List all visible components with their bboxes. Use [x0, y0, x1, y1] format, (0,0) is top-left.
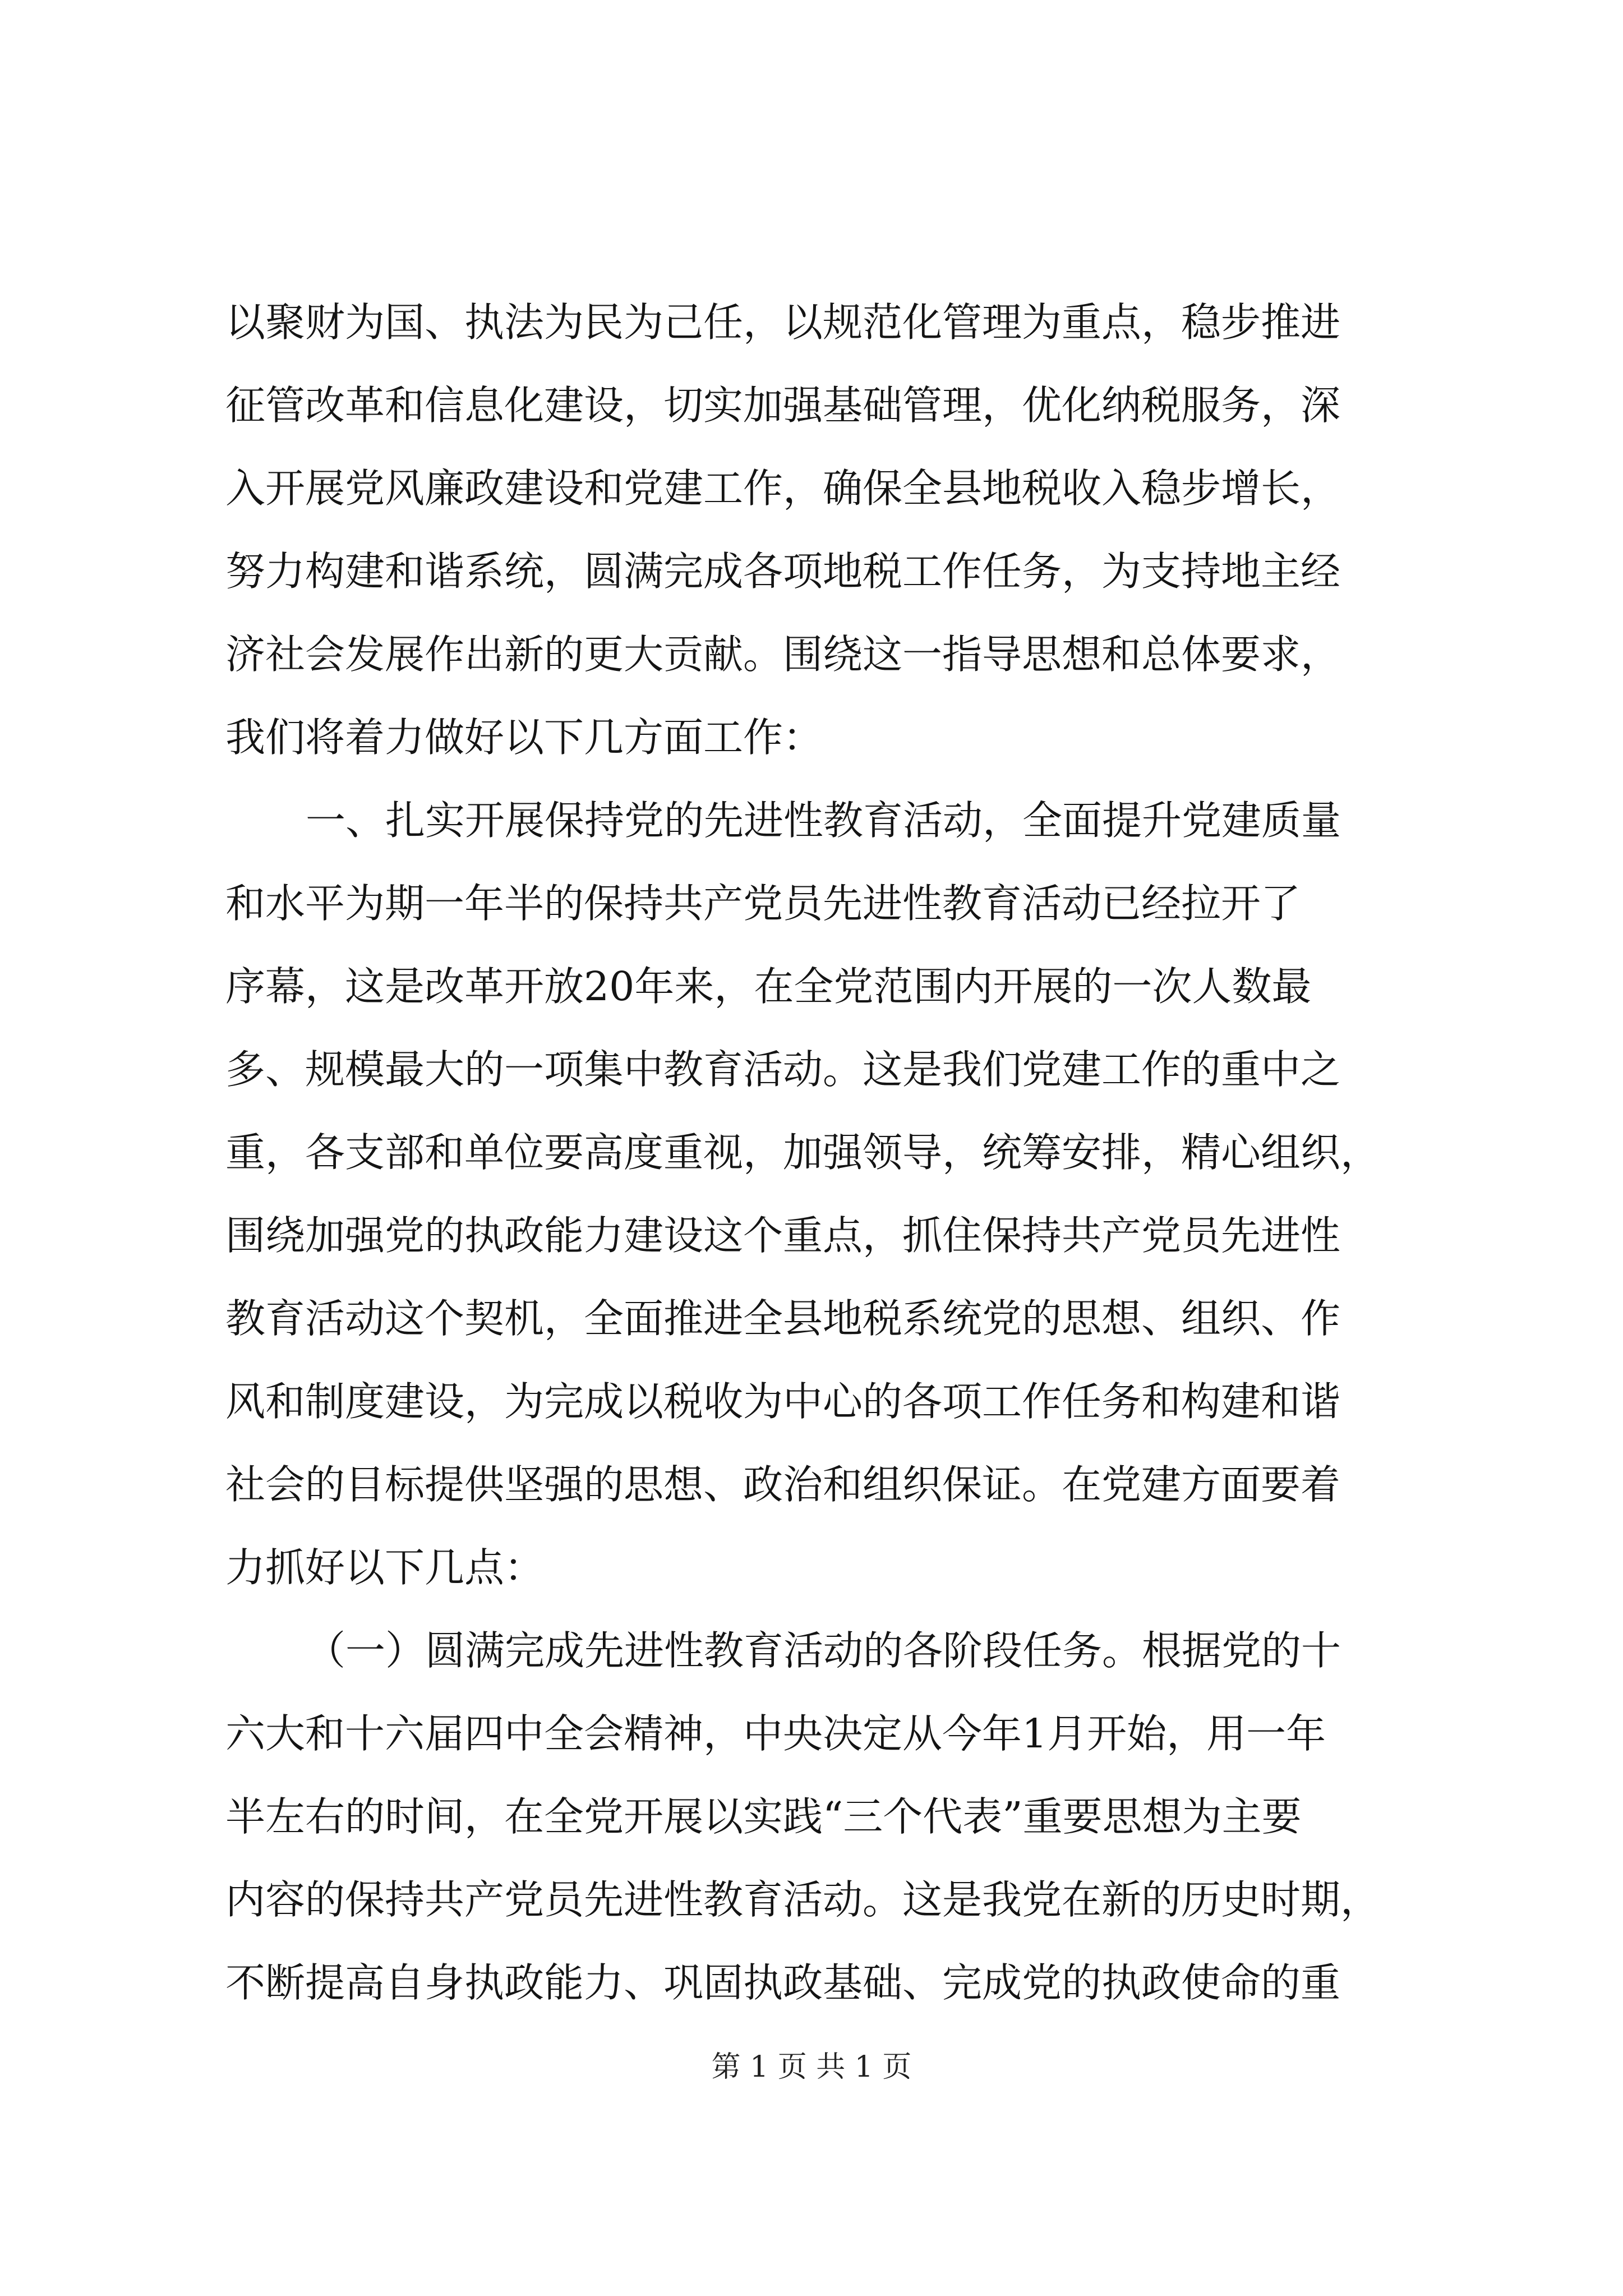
text-line-20: 内容的保持共产党员先进性教育活动。这是我党在新的历史时期， — [225, 1876, 1381, 1923]
page-footer: 第 1 页 共 1 页 — [711, 2050, 912, 2084]
text-line-15: 社会的目标提供坚强的思想、政治和组织保证。在党建方面要着 — [225, 1461, 1341, 1508]
text-line-21: 不断提高自身执政能力、巩固执政基础、完成党的执政使命的重 — [225, 1959, 1341, 2006]
text-line-5: 济社会发展作出新的更大贡献。围绕这一指导思想和总体要求， — [225, 631, 1341, 678]
text-line-16: 力抓好以下几点： — [225, 1544, 545, 1591]
text-line-19: 半左右的时间，在全党开展以实践“三个代表”重要思想为主要 — [225, 1793, 1302, 1840]
text-line-13: 教育活动这个契机，全面推进全县地税系统党的思想、组织、作 — [225, 1295, 1341, 1342]
text-line-17: （一）圆满完成先进性教育活动的各阶段任务。根据党的十 — [306, 1627, 1341, 1674]
text-line-2: 征管改革和信息化建设，切实加强基础管理，优化纳税服务，深 — [225, 382, 1341, 429]
text-line-11: 重，各支部和单位要高度重视，加强领导，统筹安排，精心组织， — [225, 1129, 1381, 1176]
text-line-14: 风和制度建设，为完成以税收为中心的各项工作任务和构建和谐 — [225, 1378, 1341, 1425]
text-line-10: 多、规模最大的一项集中教育活动。这是我们党建工作的重中之 — [225, 1046, 1341, 1093]
text-line-7: 一、扎实开展保持党的先进性教育活动，全面提升党建质量 — [306, 797, 1341, 844]
text-line-8: 和水平为期一年半的保持共产党员先进性教育活动已经拉开了 — [225, 880, 1301, 927]
text-line-18: 六大和十六届四中全会精神，中央决定从今年1月开始，用一年 — [225, 1710, 1326, 1757]
text-line-12: 围绕加强党的执政能力建设这个重点，抓住保持共产党员先进性 — [225, 1212, 1341, 1259]
text-line-3: 入开展党风廉政建设和党建工作，确保全县地税收入稳步增长， — [225, 465, 1341, 512]
text-line-6: 我们将着力做好以下几方面工作： — [225, 714, 823, 761]
text-line-4: 努力构建和谐系统，圆满完成各项地税工作任务，为支持地主经 — [225, 548, 1341, 595]
text-line-1: 以聚财为国、执法为民为己任，以规范化管理为重点，稳步推进 — [225, 299, 1341, 346]
text-line-9: 序幕，这是改革开放20年来，在全党范围内开展的一次人数最 — [225, 963, 1312, 1010]
